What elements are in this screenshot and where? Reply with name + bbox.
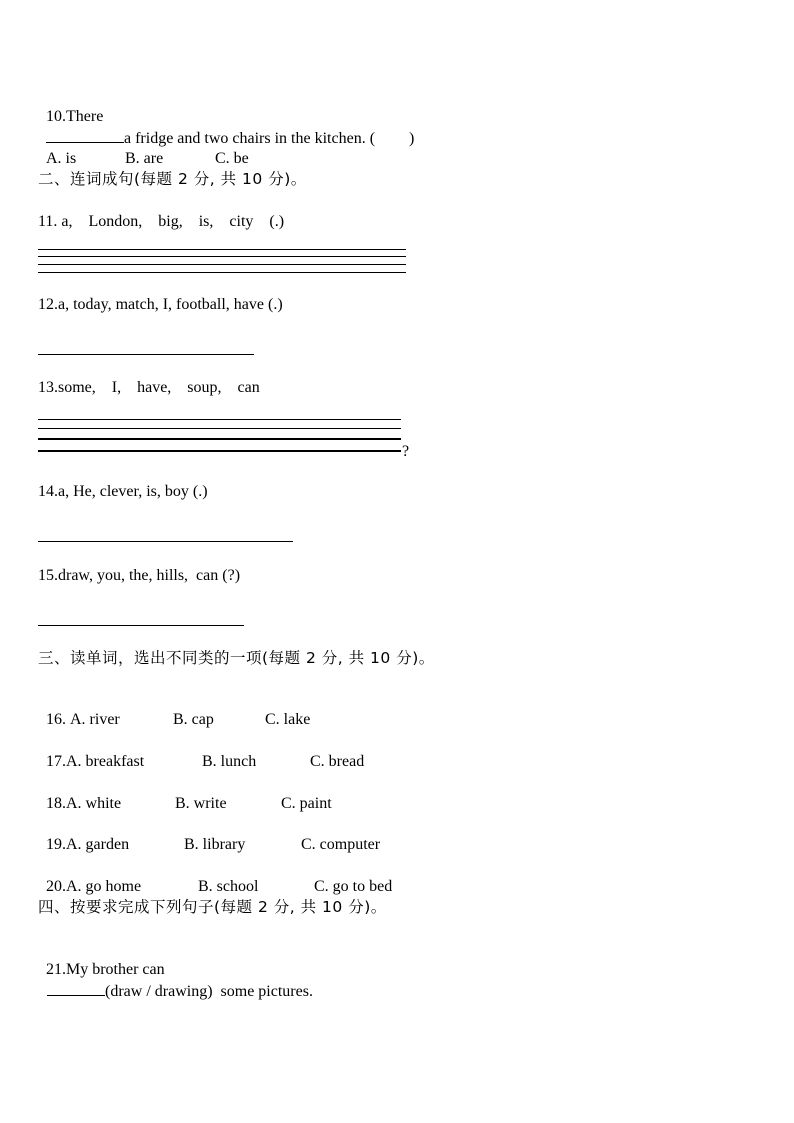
question-12: 12.a, today, match, I, football, have (.) [38, 296, 283, 313]
option-b[interactable]: B. school [198, 878, 259, 895]
question-text-before: My brother can [66, 961, 165, 978]
option-c[interactable]: C. computer [301, 836, 381, 853]
section-heading-2: 二、连词成句(每题 2 分, 共 10 分)。 [38, 170, 307, 188]
question-15: 15.draw, you, the, hills, can (?) [38, 567, 241, 584]
answer-line[interactable] [38, 354, 254, 355]
answer-line [38, 272, 406, 273]
question-text-after: a fridge and two chairs in the kitchen. ( [124, 130, 376, 147]
question-number: 16. [46, 711, 66, 728]
question-14: 14.a, He, clever, is, boy (.) [38, 483, 208, 500]
question-17 [38, 732, 364, 772]
answer-line [38, 450, 401, 452]
answer-line [38, 419, 401, 420]
question-20 [38, 857, 392, 897]
answer-line [38, 256, 406, 257]
answer-line [38, 428, 401, 429]
option-c[interactable]: C. lake [265, 711, 311, 728]
question-13-end-mark: ? [402, 443, 410, 460]
option-a[interactable]: A. garden [66, 836, 130, 853]
answer-line [38, 249, 406, 250]
option-a[interactable]: A. breakfast [66, 753, 145, 770]
question-number: 10. [46, 108, 66, 125]
answer-blank[interactable] [47, 980, 105, 996]
option-c[interactable]: C. be [215, 150, 249, 167]
option-b[interactable]: B. cap [173, 711, 214, 728]
answer-line [38, 264, 406, 265]
option-b[interactable]: B. are [125, 150, 164, 167]
question-text-after: (draw / drawing) some pictures. [105, 983, 313, 1000]
answer-line[interactable] [38, 625, 244, 626]
section-heading-4: 四、按要求完成下列句子(每题 2 分, 共 10 分)。 [38, 898, 387, 916]
question-10-options [38, 129, 249, 169]
question-number: 19. [46, 836, 66, 853]
question-number: 17. [46, 753, 66, 770]
question-18 [38, 774, 332, 814]
section-heading-3: 三、读单词，选出不同类的一项(每题 2 分, 共 10 分)。 [38, 649, 435, 667]
answer-line [38, 438, 401, 440]
question-number: 18. [46, 795, 66, 812]
question-11: 11. a, London, big, is, city (.) [38, 213, 285, 230]
question-13: 13.some, I, have, soup, can [38, 379, 260, 396]
option-b[interactable]: B. write [175, 795, 227, 812]
option-c[interactable]: C. go to bed [314, 878, 393, 895]
option-a[interactable]: A. river [70, 711, 120, 728]
question-16 [38, 690, 310, 730]
paren-close: ) [409, 130, 415, 147]
option-a[interactable]: A. go home [66, 878, 142, 895]
question-19 [38, 815, 380, 855]
answer-line[interactable] [38, 541, 293, 542]
question-text-before: There [66, 108, 104, 125]
option-b[interactable]: B. lunch [202, 753, 257, 770]
question-number: 21. [46, 961, 66, 978]
question-21 [38, 940, 313, 1002]
option-b[interactable]: B. library [184, 836, 246, 853]
option-a[interactable]: A. is [46, 150, 77, 167]
option-c[interactable]: C. bread [310, 753, 365, 770]
option-c[interactable]: C. paint [281, 795, 332, 812]
question-number: 20. [46, 878, 66, 895]
option-a[interactable]: A. white [66, 795, 122, 812]
